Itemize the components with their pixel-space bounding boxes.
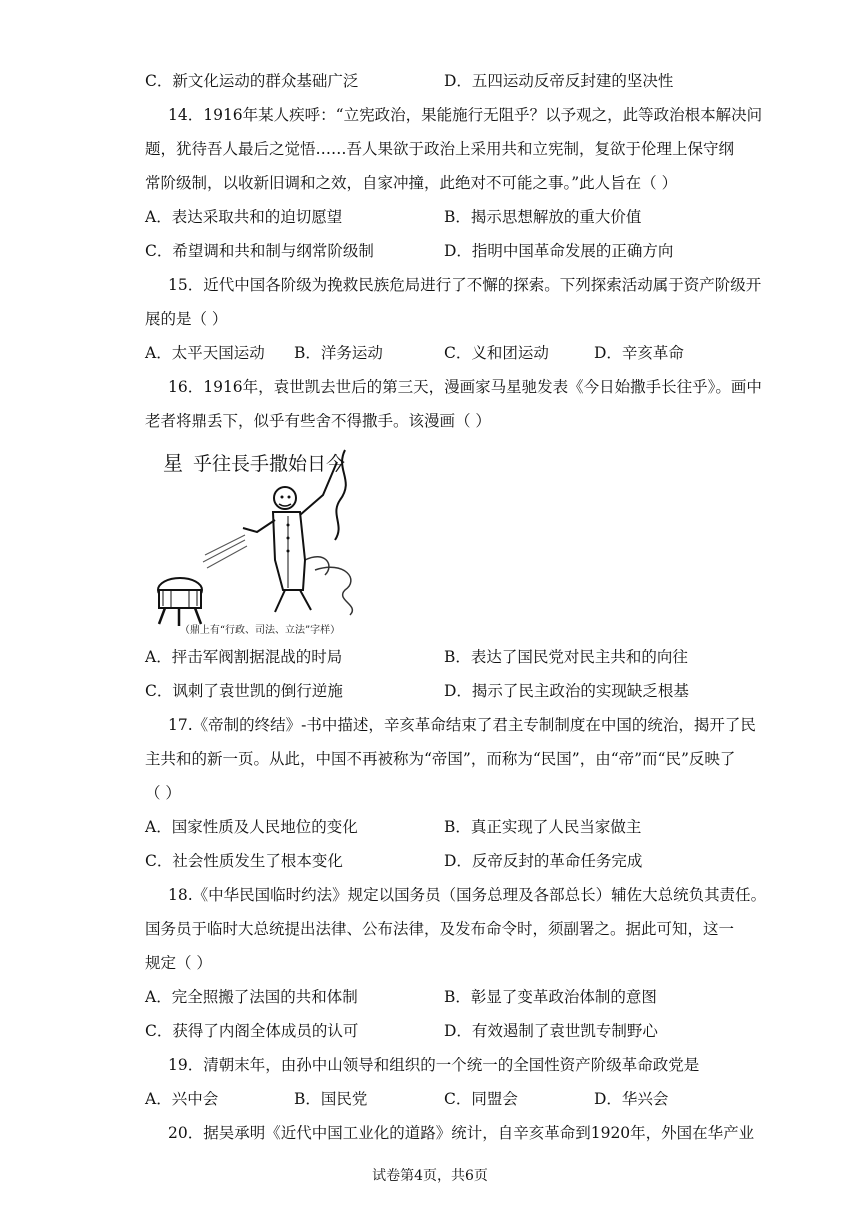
- option-c: C．新文化运动的群众基础广泛: [145, 72, 359, 90]
- option-c: C．获得了内阁全体成员的认可: [145, 1022, 359, 1040]
- question-19-text: 19．清朝末年，由孙中山领导和组织的一个统一的全国性资产阶级革命政党是: [168, 1056, 700, 1074]
- cartoon-drawing: [145, 440, 375, 640]
- cartoon-image: [145, 440, 375, 640]
- cartoon-title: [193, 453, 345, 475]
- option-a: A．太平天国运动: [145, 344, 265, 362]
- option-d: D．华兴会: [594, 1090, 669, 1108]
- option-b: B．洋务运动: [294, 344, 383, 362]
- question-18-text: 规定（ ）: [145, 954, 212, 972]
- option-b: B．揭示思想解放的重大价值: [444, 208, 642, 226]
- option-c: C．义和团运动: [444, 344, 549, 362]
- cartoon-caption: （鼎上有“行政、司法、立法”字样）: [179, 625, 341, 636]
- question-15-text: 展的是（ ）: [145, 310, 228, 328]
- question-14-text: 常阶级制，以收新旧调和之效，自家冲撞，此绝对不可能之事。”此人旨在（ ）: [145, 174, 678, 192]
- option-a: A．兴中会: [145, 1090, 219, 1108]
- option-a: A．完全照搬了法国的共和体制: [145, 988, 358, 1006]
- option-d: D．指明中国革命发展的正确方向: [444, 242, 674, 260]
- question-15-text: 15．近代中国各阶级为挽救民族危局进行了不懈的探索。下列探索活动属于资产阶级开: [168, 276, 762, 294]
- option-d: D．反帝反封的革命任务完成: [444, 852, 643, 870]
- option-d: D．辛亥革命: [594, 344, 684, 362]
- option-d: D．五四运动反帝反封建的坚决性: [444, 72, 674, 90]
- cartoon-signature: 星: [163, 451, 183, 475]
- option-b: B．国民党: [294, 1090, 368, 1108]
- option-b: B．彰显了变革政治体制的意图: [444, 988, 657, 1006]
- question-20-text: 20．据吴承明《近代中国工业化的道路》统计，自辛亥革命到1920年，外国在华产业: [168, 1124, 755, 1142]
- option-d: D．有效遏制了袁世凯专制野心: [444, 1022, 658, 1040]
- question-16-text: 16．1916年，袁世凯去世后的第三天，漫画家马星驰发表《今日始撒手长往乎》。画中: [168, 378, 762, 396]
- option-d: D．揭示了民主政治的实现缺乏根基: [444, 682, 689, 700]
- question-14-text: 题，犹待吾人最后之觉悟……吾人果欲于政治上采用共和立宪制，复欲于伦理上保守纲: [145, 140, 735, 158]
- option-c: C．希望调和共和制与纲常阶级制: [145, 242, 374, 260]
- question-16-text: 老者将鼎丢下，似乎有些舍不得撒手。该漫画（ ）: [145, 412, 491, 430]
- question-17-text: （ ）: [145, 784, 181, 802]
- question-17-text: 主共和的新一页。从此，中国不再被称为“帝国”，而称为“民国”，由“帝”而“民”反映了: [145, 750, 736, 768]
- option-a: A．国家性质及人民地位的变化: [145, 818, 358, 836]
- question-14-text: 14．1916年某人疾呼：“立宪政治，果能施行无阻乎？以予观之，此等政治根本解决问: [168, 106, 763, 124]
- cartoon-title-text: 乎往長手撒始日今: [193, 453, 346, 475]
- option-c: C．社会性质发生了根本变化: [145, 852, 343, 870]
- question-18-text: 18.《中华民国临时约法》规定以国务员（国务总理及各部总长）辅佐大总统负其责任。: [168, 886, 767, 904]
- page-footer: 试卷第4页，共6页: [372, 1168, 488, 1184]
- question-18-text: 国务员于临时大总统提出法律、公布法律，及发布命令时，须副署之。据此可知，这一: [145, 920, 735, 938]
- question-17-text: 17.《帝制的终结》-书中描述，辛亥革命结束了君主专制制度在中国的统治，揭开了民: [168, 716, 756, 734]
- option-c: C．同盟会: [444, 1090, 518, 1108]
- option-c: C．讽刺了袁世凯的倒行逆施: [145, 682, 343, 700]
- option-b: B．真正实现了人民当家做主: [444, 818, 642, 836]
- option-b: B．表达了国民党对民主共和的向往: [444, 648, 688, 666]
- option-a: A．表达采取共和的迫切愿望: [145, 208, 343, 226]
- option-a: A．抨击军阀割据混战的时局: [145, 648, 343, 666]
